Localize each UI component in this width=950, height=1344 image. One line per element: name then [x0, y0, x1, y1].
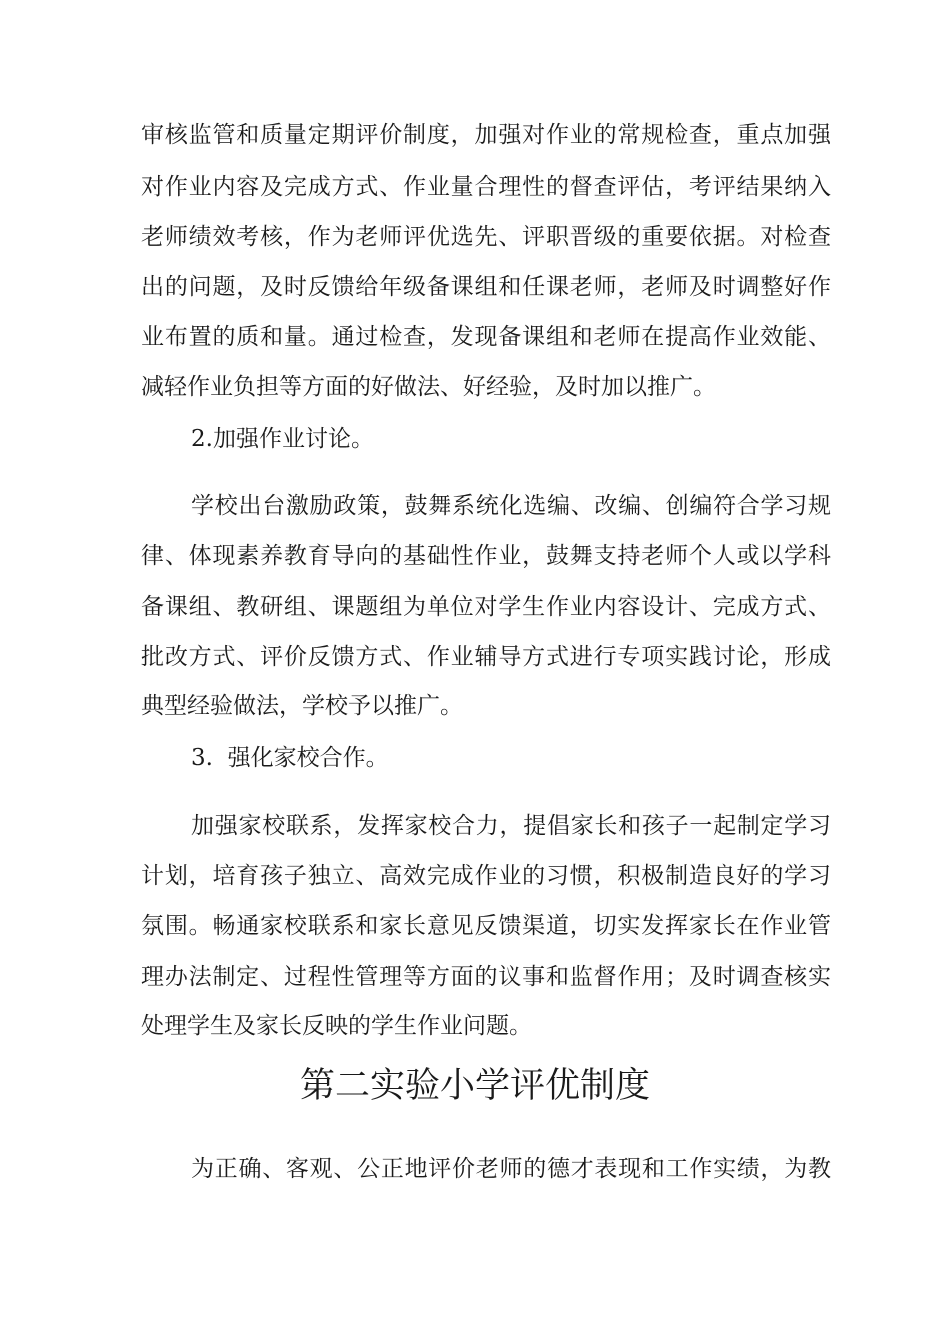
paragraph-2-line-5: 典型经验做法，学校予以推广。: [141, 693, 463, 719]
paragraph-1-line-5: 业布置的质和量。通过检查，发现备课组和老师在提高作业效能、: [141, 324, 831, 350]
paragraph-3-line-3: 氛围。畅通家校联系和家长意见反馈渠道，切实发挥家长在作业管: [141, 913, 831, 939]
paragraph-4-line-1: 为正确、客观、公正地评价老师的德才表现和工作实绩，为教: [191, 1156, 831, 1182]
section-heading-2: 2.加强作业讨论。: [191, 426, 374, 452]
paragraph-1-line-4: 出的问题，及时反馈给年级备课组和任课老师，老师及时调整好作: [141, 274, 831, 300]
paragraph-1-line-2: 对作业内容及完成方式、作业量合理性的督查评估，考评结果纳入: [141, 174, 831, 200]
section-title: 第二实验小学评优制度: [299, 1066, 650, 1106]
paragraph-3-line-4: 理办法制定、过程性管理等方面的议事和监督作用；及时调查核实: [141, 964, 831, 990]
paragraph-1-line-1: 审核监管和质量定期评价制度，加强对作业的常规检查，重点加强: [141, 122, 831, 148]
paragraph-1-line-3: 老师绩效考核，作为老师评优选先、评职晋级的重要依据。对检查: [141, 224, 831, 250]
paragraph-1-line-6: 减轻作业负担等方面的好做法、好经验，及时加以推广。: [141, 374, 716, 400]
paragraph-3-line-1: 加强家校联系，发挥家校合力，提倡家长和孩子一起制定学习: [191, 813, 831, 839]
paragraph-2-line-2: 律、体现素养教育导向的基础性作业，鼓舞支持老师个人或以学科: [141, 543, 831, 569]
paragraph-2-line-3: 备课组、教研组、课题组为单位对学生作业内容设计、完成方式、: [141, 594, 831, 620]
section-heading-3: 3. 强化家校合作。: [191, 745, 389, 771]
paragraph-2-line-1: 学校出台激励政策，鼓舞系统化选编、改编、创编符合学习规: [191, 493, 831, 519]
paragraph-2-line-4: 批改方式、评价反馈方式、作业辅导方式进行专项实践讨论，形成: [141, 644, 831, 670]
paragraph-3-line-5: 处理学生及家长反映的学生作业问题。: [141, 1013, 532, 1039]
paragraph-3-line-2: 计划，培育孩子独立、高效完成作业的习惯，积极制造良好的学习: [141, 863, 831, 889]
